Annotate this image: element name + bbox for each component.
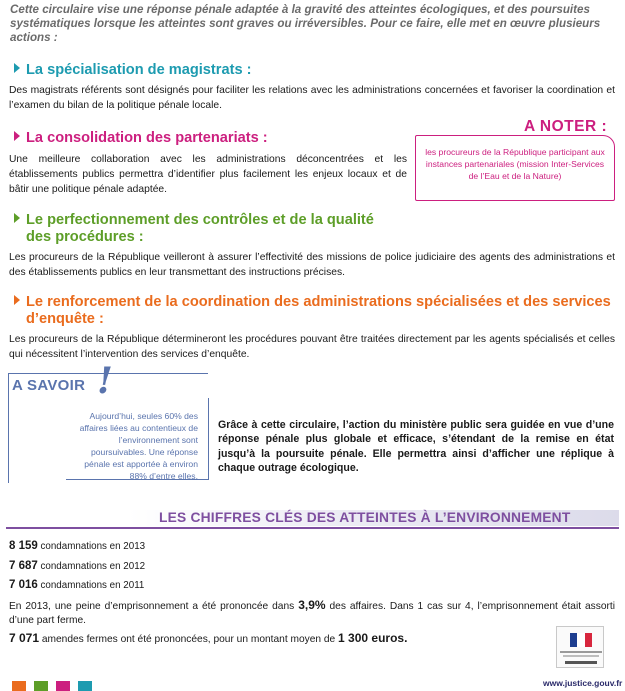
section-body-renforcement: Les procureurs de la République détermineront les procédures pouvant être traitées directement par les agents spécialisés et celles qui nécessitent l’intervention des services d’enquête. (9, 334, 615, 360)
section-title-text: La spécialisation de magistrats : (26, 62, 252, 78)
exclamation-icon: ! (97, 360, 113, 402)
section-title-renforcement (14, 294, 611, 328)
section-title-specialisation (14, 62, 251, 79)
a-noter-text: les procureurs de la République participant aux instances partenariales (mission Inter-Services de l’Eau et de la Nature) (425, 147, 605, 181)
stat-value: 7 071 (9, 631, 40, 645)
stat-value: 7 016 (9, 579, 38, 591)
triangle-bullet-icon (14, 63, 20, 73)
section-body-perfectionnement: Les procureurs de la République veilleront à assurer l’effectivité des missions de police judiciaire des agents des administrations et des établissements publics en leur transmettant des instructions précises. (9, 252, 615, 278)
a-savoir-title: A SAVOIR (12, 377, 86, 394)
stat-line-2012 (9, 560, 145, 572)
stat-value: 8 159 (9, 540, 38, 552)
stat-emprisonnement (9, 598, 615, 628)
stat-text: des affaires. Dans 1 cas sur 4, l’emprisonnement était assorti d’une part ferme. (9, 601, 615, 626)
color-squares (12, 681, 92, 691)
footer-url[interactable]: www.justice.gouv.fr (543, 678, 623, 688)
stat-label: condamnations en 2011 (40, 580, 145, 591)
stat-line-2013 (9, 540, 145, 552)
triangle-bullet-icon (14, 213, 20, 223)
orange-square-icon (12, 681, 26, 691)
section-title-perfectionnement (14, 212, 374, 246)
stat-line-2011 (9, 579, 144, 591)
section-body-specialisation: Des magistrats référents sont désignés pour faciliter les relations avec les administrations concernées et favoriser la coordination et l’examen du bilan de la politique pénale locale. (9, 85, 615, 111)
intro-paragraph: Cette circulaire vise une réponse pénale adaptée à la gravité des atteintes écologiques, et des poursuites systématiques lorsque les atteintes sont graves ou irréversibles. Pour ce faire, elle met en œuvre plusieurs actions : (10, 3, 601, 44)
a-savoir-text: Aujourd’hui, seules 60% des affaires liées au contentieux de l’environnement sont poursuivables. Une réponse pénale est apportée à environ 88% d’entre elles. (79, 411, 198, 481)
a-savoir-box (66, 398, 209, 480)
section-title-text-line2: d’enquête : (26, 311, 104, 327)
section-title-text: Le renforcement de la coordination des administrations spécialisées et des services (26, 294, 611, 310)
section-body-partenariats: Une meilleure collaboration avec les administrations déconcentrées et les établissements publics permettra d’identifier plus facilement les enjeux locaux et de bâtir une politique pénale adaptée. (9, 154, 407, 195)
green-square-icon (34, 681, 48, 691)
stat-text: amendes fermes ont été prononcées, pour un montant moyen de (39, 634, 339, 645)
section-title-text: Le perfectionnement des contrôles et de la qualité (26, 212, 374, 228)
section-title-text: La consolidation des partenariats : (26, 130, 268, 146)
section-title-partenariats (14, 130, 268, 147)
a-noter-title: A NOTER : (524, 118, 608, 135)
magenta-square-icon (56, 681, 70, 691)
ministere-logo (556, 626, 604, 668)
stat-label: condamnations en 2012 (40, 561, 146, 572)
a-noter-box (415, 135, 615, 201)
triangle-bullet-icon (14, 295, 20, 305)
stat-percentage: 3,9% (298, 598, 326, 612)
chiffres-title: LES CHIFFRES CLÉS DES ATTEINTES À L’ENVIRONNEMENT (159, 510, 571, 525)
triangle-bullet-icon (14, 131, 20, 141)
chiffres-divider (6, 527, 619, 529)
french-flag-icon (570, 633, 592, 647)
section-title-text-line2: des procédures : (26, 229, 144, 245)
stat-amendes (9, 631, 539, 647)
stat-text: En 2013, une peine d’emprisonnement a été prononcée dans (9, 601, 299, 612)
stat-value: 7 687 (9, 560, 38, 572)
stat-label: condamnations en 2013 (40, 541, 146, 552)
teal-square-icon (78, 681, 92, 691)
stat-amount: 1 300 euros. (338, 631, 408, 645)
circulaire-summary: Grâce à cette circulaire, l’action du ministère public sera guidée en vue d’une réponse pénale plus globale et efficace, s’étendant de la remise en état jusqu’à la poursuite pénale. Elle permettra ainsi d’afficher une réplique à chaque outrage écologique. (218, 419, 614, 475)
